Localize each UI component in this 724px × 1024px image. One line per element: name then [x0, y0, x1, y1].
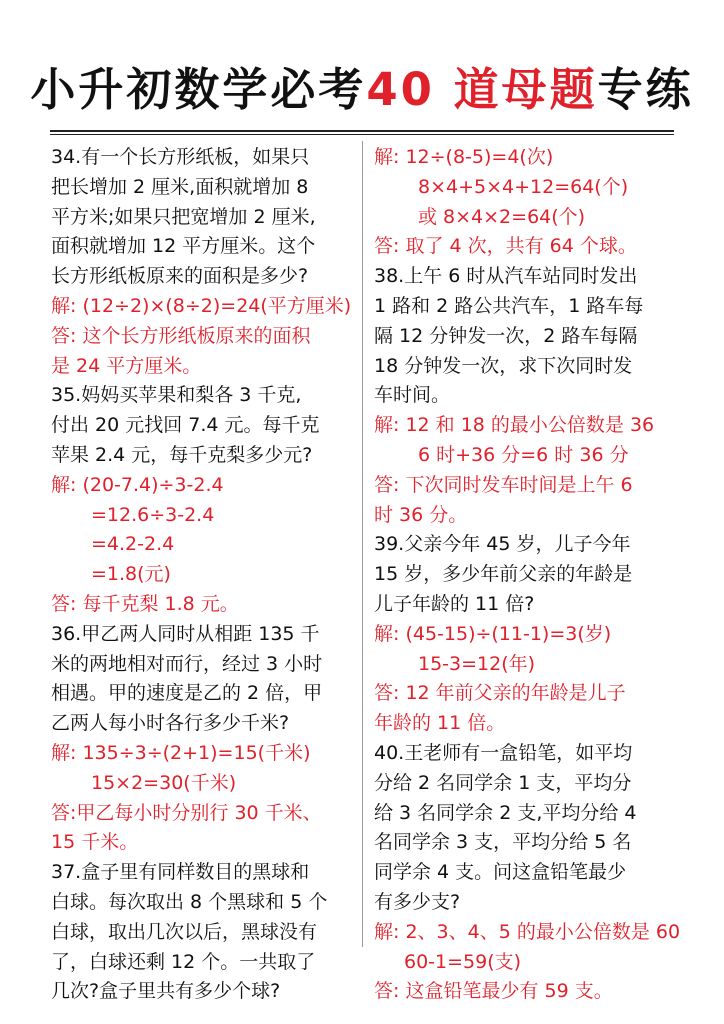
solution-line: 答: 取了 4 次，共有 64 个球。	[374, 235, 637, 258]
problem-line: 34.有一个长方形纸板，如果只	[51, 146, 310, 168]
page-title	[0, 58, 724, 122]
title-part-2: 40 道母题	[366, 63, 598, 116]
problem-line: 37.盒子里有同样数目的黑球和	[51, 861, 310, 884]
problem-line: 把长增加 2 厘米,面积就增加 8	[51, 175, 309, 198]
problem-line: 平方米;如果只把宽增加 2 厘米,	[51, 205, 316, 228]
problem-line: 白球，取出几次以后，黑球没有	[51, 920, 318, 943]
problem-line: 面积就增加 12 平方厘米。这个	[51, 235, 316, 258]
solution-line: 15 千米。	[51, 831, 139, 854]
solution-line: 15×2=30(千米)	[91, 771, 237, 794]
problem-line: 米的两地相对而行，经过 3 小时	[51, 652, 323, 675]
problem-line: 乙两人每小时各行多少千米?	[51, 712, 290, 735]
problem-line: 白球。每次取出 8 个黑球和 5 个	[51, 890, 328, 913]
solution-line: =4.2-2.4	[91, 533, 175, 556]
title-part-3: 专练	[597, 63, 694, 116]
problem-line: 几次?盒子里共有多少个球?	[51, 980, 281, 1003]
solution-line: 解: 2、3、4、5 的最小公倍数是 60	[374, 920, 681, 943]
solution-line: 60-1=59(支)	[404, 950, 522, 973]
solution-line: 时 36 分。	[374, 503, 468, 526]
problem-line: 15 岁，多少年前父亲的年龄是	[374, 563, 633, 586]
problem-line: 儿子年龄的 11 倍?	[374, 592, 535, 615]
problem-line: 40.王老师有一盒铅笔，如平均	[374, 741, 633, 764]
problem-line: 苹果 2.4 元，每千克梨多少元?	[51, 443, 313, 466]
problem-line: 长方形纸板原来的面积是多少?	[51, 265, 309, 288]
solution-line: 解: 135÷3÷(2+1)=15(千米)	[51, 741, 311, 764]
problem-line: 35.妈妈买苹果和梨各 3 千克,	[51, 384, 302, 407]
title-part-1: 小升初数学必考	[30, 63, 367, 116]
problem-line: 付出 20 元找回 7.4 元。每千克	[51, 414, 320, 437]
solution-line: 解: (12÷2)×(8÷2)=24(平方厘米)	[51, 294, 352, 317]
problem-line: 了，白球还剩 12 个。一共取了	[51, 950, 316, 973]
problem-line: 车时间。	[374, 384, 451, 407]
problem-line: 同学余 4 支。问这盒铅笔最少	[374, 861, 627, 884]
problem-line: 分给 2 名同学余 1 支，平均分	[374, 771, 632, 794]
solution-line: 答: 这个长方形纸板原来的面积	[51, 324, 311, 347]
solution-line: 6 时+36 分=6 时 36 分	[418, 443, 629, 466]
problem-line: 给 3 名同学余 2 支,平均分给 4	[374, 801, 637, 824]
solution-line: 答: 每千克梨 1.8 元。	[51, 592, 239, 615]
problem-line: 有多少支?	[374, 890, 461, 913]
solution-line: 8×4+5×4+12=64(个)	[418, 175, 629, 198]
solution-line: =1.8(元)	[91, 563, 171, 586]
title-underline	[50, 130, 674, 132]
problem-line: 36.甲乙两人同时从相距 135 千	[51, 622, 320, 645]
problem-line: 38.上午 6 时从汽车站同时发出	[374, 265, 638, 288]
problem-line: 18 分钟发一次，求下次同时发	[374, 354, 633, 377]
column-divider	[362, 141, 363, 947]
solution-line: =12.6÷3-2.4	[91, 503, 215, 526]
solution-line: 解: (45-15)÷(11-1)=3(岁)	[374, 622, 612, 645]
solution-line: 答: 下次同时发车时间是上午 6	[374, 473, 633, 496]
problem-line: 隔 12 分钟发一次，2 路车每隔	[374, 324, 638, 347]
solution-line: 解: 12÷(8-5)=4(次)	[374, 146, 554, 168]
title-underline-thin	[50, 134, 674, 135]
solution-line: 答: 12 年前父亲的年龄是儿子	[374, 682, 626, 705]
solution-line: 15-3=12(年)	[418, 652, 536, 675]
solution-line: 解: 12 和 18 的最小公倍数是 36	[374, 414, 655, 437]
solution-line: 或 8×4×2=64(个)	[418, 205, 586, 228]
solution-line: 答:甲乙每小时分别行 30 千米、	[51, 801, 322, 824]
problem-line: 名同学余 3 支，平均分给 5 名	[374, 831, 632, 854]
right-column	[374, 143, 681, 1007]
solution-line: 答: 这盒铅笔最少有 59 支。	[374, 980, 613, 1003]
left-column	[51, 143, 356, 1007]
problem-line: 相遇。甲的速度是乙的 2 倍，甲	[51, 682, 323, 705]
solution-line: 解: (20-7.4)÷3-2.4	[51, 473, 224, 496]
solution-line: 是 24 平方厘米。	[51, 354, 202, 377]
solution-line: 年龄的 11 倍。	[374, 712, 506, 735]
problem-line: 39.父亲今年 45 岁，儿子今年	[374, 533, 631, 556]
problem-line: 1 路和 2 路公共汽车，1 路车每	[374, 294, 644, 317]
